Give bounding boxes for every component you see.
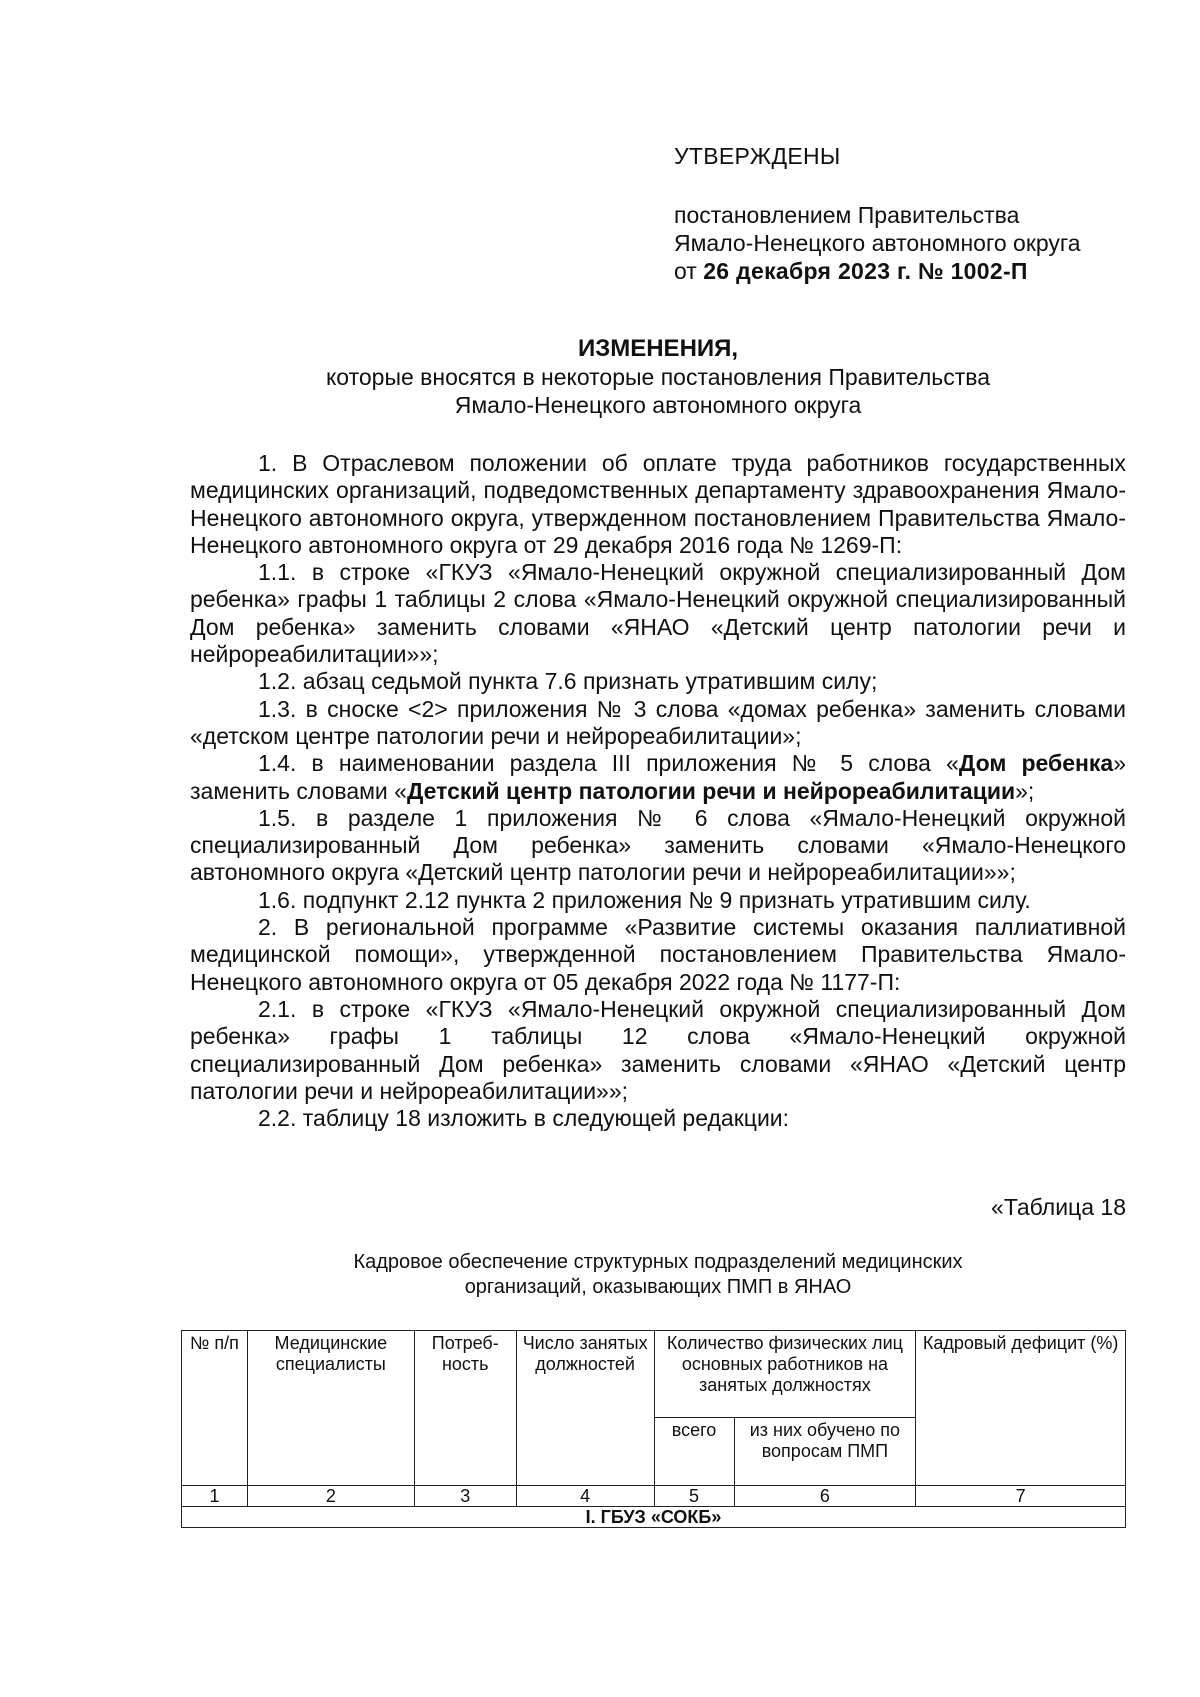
paragraph-1-4-part-a: 1.4. в наименовании раздела III приложения № 5 слова « <box>258 750 959 777</box>
column-number: 7 <box>916 1486 1126 1507</box>
header-occupied: Число занятых должностей <box>516 1331 654 1486</box>
header-persons: Количество физических лиц основных работников на занятых должностях <box>654 1331 916 1418</box>
paragraph-1-5: 1.5. в разделе 1 приложения № 6 слова «Ямало-Ненецкий окружной специализированный Дом ребенка» заменить словами «Ямало-Ненецкого автономного округа «Детский центр патологии речи и нейрореабилитации»»; <box>190 804 1126 886</box>
paragraph-2-2: 2.2. таблицу 18 изложить в следующей редакции: <box>258 1105 790 1132</box>
staffing-table <box>181 1330 1126 1528</box>
column-number: 5 <box>654 1486 734 1507</box>
title-line-1: которые вносятся в некоторые постановления Правительства <box>325 364 991 390</box>
paragraph-1-6: 1.6. подпункт 2.12 пункта 2 приложения № 9 признать утратившим силу. <box>258 886 1031 913</box>
paragraph-1-3: 1.3. в сноске <2> приложения № 3 слова «домах ребенка» заменить словами «детском центре патологии речи и нейрореабилитации»; <box>190 695 1126 749</box>
approval-date: 26 декабря 2023 г. № 1002-П <box>703 258 1028 284</box>
paragraph-2: 2. В региональной программе «Развитие системы оказания паллиативной медицинской помощи», утвержденной постановлением Правительства Ямало-Ненецкого автономного округа от 05 декабря 2022 года № 1177-П: <box>190 914 1126 995</box>
column-number: 3 <box>414 1486 516 1507</box>
header-need: Потреб-ность <box>414 1331 516 1486</box>
paragraph-1-4-bold-a: Дом ребенка <box>958 750 1114 777</box>
column-number: 6 <box>734 1486 916 1507</box>
approval-date-line <box>674 257 1081 285</box>
table-header-row <box>182 1331 1126 1418</box>
paragraph-1-1: 1.1. в строке «ГКУЗ «Ямало-Ненецкий окружной специализированный Дом ребенка» графы 1 таблицы 2 слова «Ямало-Ненецкий окружной специализированный Дом ребенка» заменить словами «ЯНАО «Детский центр патологии речи и нейрореабилитации»»; <box>190 559 1126 668</box>
header-trained: из них обучено по вопросам ПМП <box>734 1418 916 1486</box>
paragraph-1-4 <box>190 750 1126 805</box>
document-title <box>190 335 1126 419</box>
document-body <box>190 450 1126 1132</box>
header-specialists: Медицинские специалисты <box>247 1331 414 1486</box>
paragraph-1: 1. В Отраслевом положении об оплате труда работников государственных медицинских организаций, подведомственных департаменту здравоохранения Ямало-Ненецкого автономного округа, утвержденном постановлением Правительства Ямало-Ненецкого автономного округа от 29 декабря 2016 года № 1269-П: <box>190 450 1126 558</box>
table-title-line-1: Кадровое обеспечение структурных подразделений медицинских <box>353 1251 963 1273</box>
column-number-row <box>182 1486 1126 1507</box>
column-number: 4 <box>516 1486 654 1507</box>
paragraph-2-1: 2.1. в строке «ГКУЗ «Ямало-Ненецкий окружной специализированный Дом ребенка» графы 1 таблицы 12 слова «Ямало-Ненецкий окружной специализированный Дом ребенка» заменить словами «ЯНАО «Детский центр патологии речи и нейрореабилитации»»; <box>190 995 1126 1104</box>
table-section-row <box>182 1507 1126 1528</box>
column-number: 2 <box>247 1486 414 1507</box>
approval-date-prefix: от <box>674 258 697 284</box>
table-label: «Таблица 18 <box>991 1194 1126 1220</box>
header-total: всего <box>654 1418 734 1486</box>
approval-line-1: постановлением Правительства <box>674 202 1020 228</box>
header-deficit: Кадровый дефицит (%) <box>916 1331 1126 1486</box>
approval-block <box>674 201 1081 285</box>
title-main: ИЗМЕНЕНИЯ, <box>577 335 739 362</box>
paragraph-1-2: 1.2. абзац седьмой пункта 7.6 признать утратившим силу; <box>258 668 878 695</box>
approval-line-2: Ямало-Ненецкого автономного округа <box>674 230 1081 256</box>
table-title <box>190 1250 1126 1300</box>
paragraph-1-4-part-c: » заменить словами « <box>190 750 1127 804</box>
title-line-2: Ямало-Ненецкого автономного округа <box>454 392 862 418</box>
table-title-line-2: организаций, оказывающих ПМП в ЯНАО <box>464 1276 852 1298</box>
header-num: № п/п <box>182 1331 248 1486</box>
section-title: I. ГБУЗ «СОКБ» <box>182 1507 1126 1528</box>
paragraph-1-4-part-e: »; <box>1015 777 1035 804</box>
approval-heading: УТВЕРЖДЕНЫ <box>674 143 841 169</box>
column-number: 1 <box>182 1486 248 1507</box>
paragraph-1-4-bold-d: Детский центр патологии речи и нейрореабилитации <box>406 777 1016 804</box>
